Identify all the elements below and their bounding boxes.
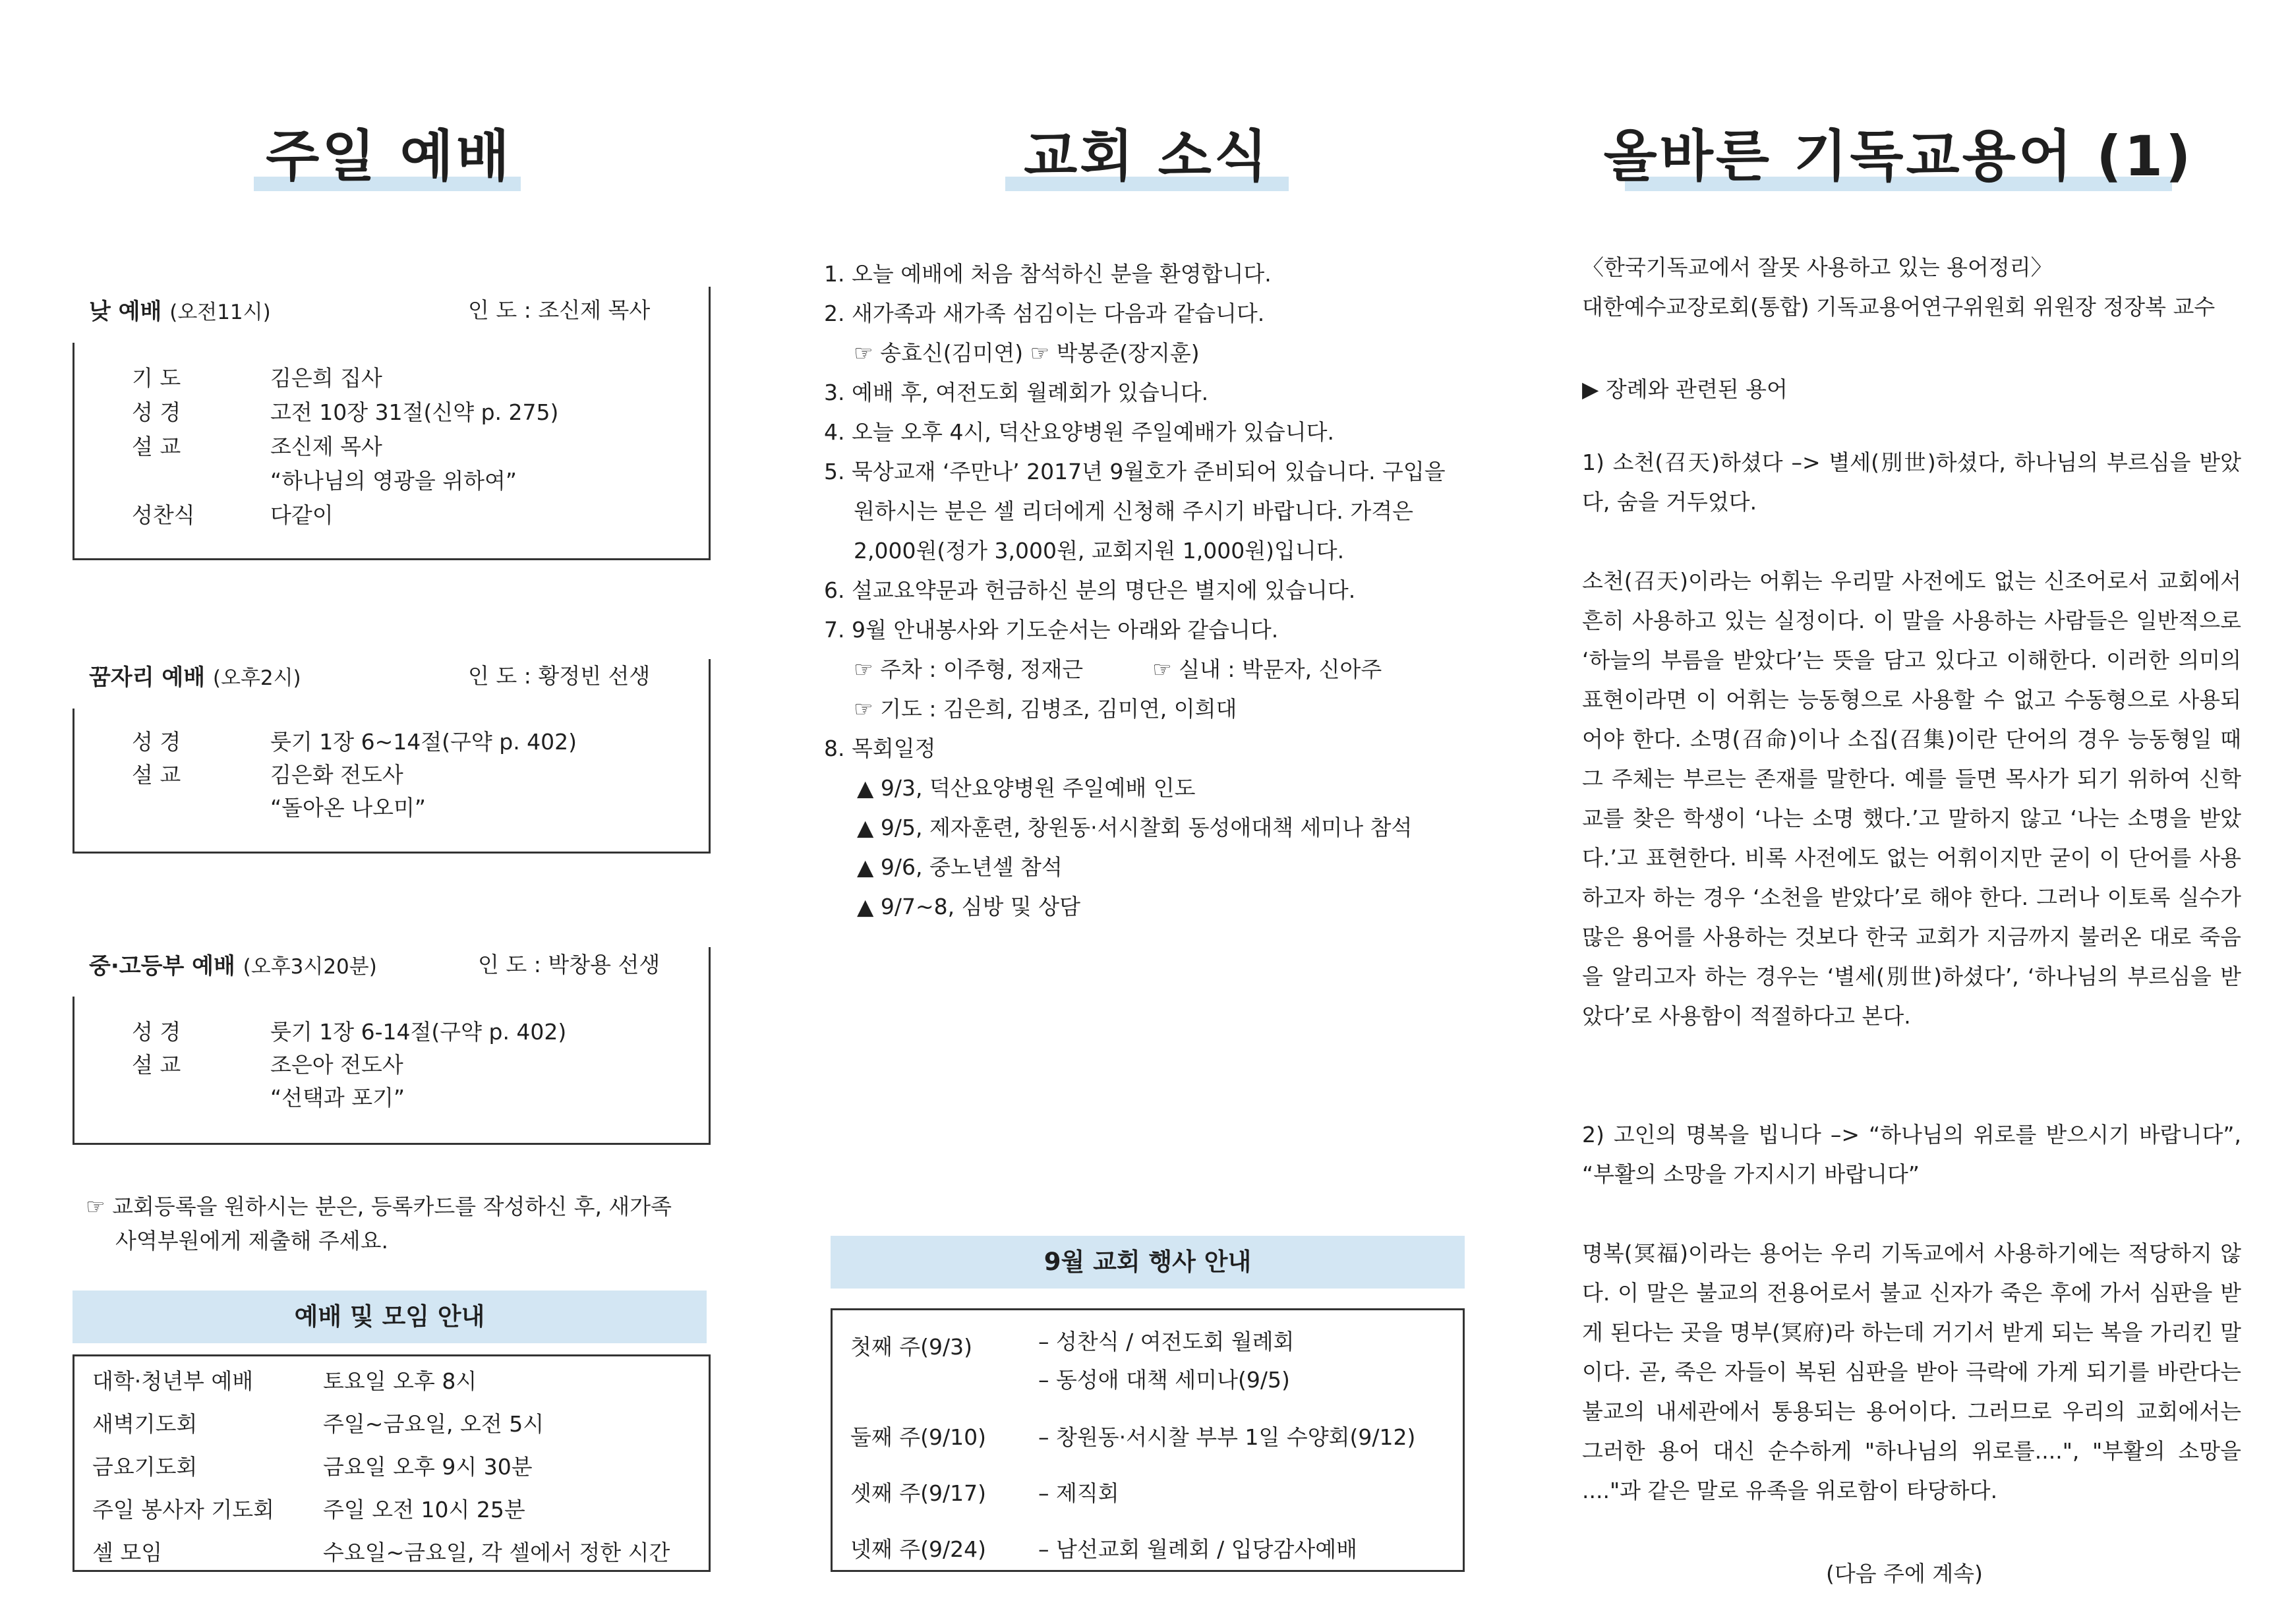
service-leader-morning: 인 도 : 조신제 목사 <box>468 297 651 323</box>
terms-heading: 올바른 기독교용어 (1) <box>1603 124 2194 188</box>
service-row-value: 조은아 전도사 <box>270 1052 403 1078</box>
event-week: 셋째 주(9/17) <box>850 1480 986 1506</box>
service-row-label: 설 교 <box>132 762 181 788</box>
event-week: 첫째 주(9/3) <box>850 1334 972 1360</box>
service-row-value: 김은화 전도사 <box>270 762 403 788</box>
news-item: 2,000원(정가 3,000원, 교회지원 1,000원)입니다. <box>854 538 1345 564</box>
news-item: 1. 오늘 예배에 처음 참석하신 분을 환영합니다. <box>824 261 1272 287</box>
news-item: 7. 9월 안내봉사와 기도순서는 아래와 같습니다. <box>824 617 1279 643</box>
schedule-item: ▲ 9/5, 제자훈련, 창원동·서시찰회 동성애대책 세미나 참석 <box>857 815 1413 840</box>
event-item: – 제직회 <box>1038 1480 1119 1506</box>
meeting-name: 새벽기도회 <box>92 1411 198 1437</box>
event-item: – 창원동·서시찰 부부 1일 수양회(9/12) <box>1038 1424 1416 1450</box>
source-line: 대한예수교장로회(통합) 기독교용어연구위원회 위원장 정장복 교수 <box>1582 294 2216 320</box>
terms-column <box>1516 0 2290 1624</box>
service-title-morning: 낮 예배 (오전11시) <box>89 299 271 325</box>
meeting-name: 금요기도회 <box>92 1454 198 1480</box>
service-row-label: 성 경 <box>132 729 181 755</box>
meeting-time: 수요일~금요일, 각 셀에서 정한 시간 <box>323 1540 670 1565</box>
section-title: ▶ 장례와 관련된 용어 <box>1582 376 1788 402</box>
news-column <box>758 0 1516 1624</box>
service-title-youth: 중·고등부 예배 (오후3시20분) <box>89 953 377 979</box>
worship-column <box>0 0 758 1624</box>
term-item-title: 2) 고인의 명복을 빕니다 –> “하나님의 위로를 받으시기 바랍니다”, “부활의 소망을 가지시기 바랍니다” <box>1582 1122 2241 1187</box>
service-row-label: 설 교 <box>132 434 181 459</box>
events-title: 9월 교회 행사 안내 <box>831 1236 1465 1289</box>
schedule-item: ▲ 9/7~8, 심방 및 상담 <box>857 894 1080 919</box>
event-item: – 동성애 대책 세미나(9/5) <box>1038 1367 1290 1393</box>
term-item-body: 명복(冥福)이라는 용어는 우리 기독교에서 사용하기에는 적당하지 않다. 이 말은 불교의 전용어로서 불교 신자가 죽은 후에 가서 심판을 받게 된다는 곳을 명부(冥府)라 하는데 거기서 받게 되는 복을 가리킨 말이다. 곧, 죽은 자들이 복된 심판을 받아 극락에 가게 되기를 바란다는 불교의 내세관에서 통용되는 용어이다. 그러므로 우리의 교회에서는 그러한 용어 대신 순수하게 "하나님의 위로를....", "부활의 소망을 ...."과 같은 말로 유족을 위로함이 타당하다. <box>1582 1240 2241 1503</box>
event-week: 둘째 주(9/10) <box>850 1424 986 1450</box>
meeting-time: 토요일 오후 8시 <box>323 1368 477 1394</box>
news-item: ☞ 주차 : 이주형, 정재근 ☞ 실내 : 박문자, 신아주 <box>854 656 1382 682</box>
service-leader-youth: 인 도 : 박창용 선생 <box>478 952 661 977</box>
sermon-title: “돌아온 나오미” <box>270 795 426 821</box>
news-item: ☞ 기도 : 김은희, 김병조, 김미연, 이희대 <box>854 696 1237 722</box>
service-row-value: 고전 10장 31절(신약 p. 275) <box>270 399 559 425</box>
news-heading: 교회 소식 <box>1024 124 1270 188</box>
service-row-value: 다같이 <box>270 502 334 528</box>
news-item: 2. 새가족과 새가족 섬김이는 다음과 같습니다. <box>824 301 1265 326</box>
source-line: 〈한국기독교에서 잘못 사용하고 있는 용어정리〉 <box>1582 254 2053 280</box>
service-title-children: 꿈자리 예배 (오후2시) <box>89 664 301 691</box>
news-item: 원하시는 분은 셀 리더에게 신청해 주시기 바랍니다. 가격은 <box>854 498 1413 524</box>
service-row-label: 성 경 <box>132 399 181 425</box>
worship-heading: 주일 예배 <box>266 124 512 188</box>
registration-note: ☞ 교회등록을 원하시는 분은, 등록카드를 작성하신 후, 새가족 <box>86 1194 672 1219</box>
term-item-title: 1) 소천(召天)하셨다 –> 별세(別世)하셨다, 하나님의 부르심을 받았다, 숨을 거두었다. <box>1582 450 2241 515</box>
meetings-title: 예배 및 모임 안내 <box>73 1290 707 1343</box>
continued-note: (다음 주에 계속) <box>1826 1561 1983 1586</box>
event-week: 넷째 주(9/24) <box>850 1536 986 1562</box>
news-item: 4. 오늘 오후 4시, 덕산요양병원 주일예배가 있습니다. <box>824 419 1334 445</box>
meeting-time: 주일 오전 10시 25분 <box>323 1497 525 1522</box>
schedule-item: ▲ 9/3, 덕산요양병원 주일예배 인도 <box>857 775 1196 801</box>
service-row-value: 룻기 1장 6~14절(구약 p. 402) <box>270 729 577 755</box>
service-leader-children: 인 도 : 황정빈 선생 <box>468 663 651 689</box>
sermon-title: “선택과 포기” <box>270 1085 405 1111</box>
sermon-title: “하나님의 영광을 위하여” <box>270 468 517 494</box>
meeting-name: 주일 봉사자 기도회 <box>92 1497 275 1522</box>
event-item: – 성찬식 / 여전도회 월례회 <box>1038 1329 1295 1354</box>
news-item: 6. 설교요약문과 헌금하신 분의 명단은 별지에 있습니다. <box>824 577 1356 603</box>
service-row-value: 김은희 집사 <box>270 365 382 391</box>
news-item: ☞ 송효신(김미연) ☞ 박봉준(장지훈) <box>854 340 1200 366</box>
news-item: 3. 예배 후, 여전도회 월례회가 있습니다. <box>824 380 1209 405</box>
event-item: – 남선교회 월례회 / 입당감사예배 <box>1038 1536 1357 1562</box>
service-row-label: 설 교 <box>132 1052 181 1078</box>
service-row-label: 성 경 <box>132 1019 181 1045</box>
service-row-label: 성찬식 <box>132 502 195 528</box>
meeting-name: 셀 모임 <box>92 1540 163 1565</box>
meeting-time: 금요일 오후 9시 30분 <box>323 1454 533 1480</box>
schedule-item: ▲ 9/6, 중노년셀 참석 <box>857 854 1063 880</box>
term-item-body: 소천(召天)이라는 어휘는 우리말 사전에도 없는 신조어로서 교회에서 흔히 사용하고 있는 실정이다. 이 말을 사용하는 사람들은 일반적으로 ‘하늘의 부름을 받았다’는 뜻을 담고 있다고 이해한다. 이러한 의미의 표현이라면 이 어휘는 능동형으로 사용할 수 없고 수동형으로 사용되어야 한다. 소명(召命)이나 소집(召集)이란 단어의 경우 능동형일 때 그 주체는 부르는 존재를 말한다. 예를 들면 목사가 되기 위하여 신학교를 찾은 학생이 ‘나는 소명 했다.’고 말하지 않고 ‘나는 소명을 받았다.’고 표현한다. 비록 사전에도 없는 어휘이지만 굳이 이 단어를 사용하고자 하는 경우 ‘소천을 받았다’로 해야 한다. 그러나 이토록 실수가 많은 용어를 사용하는 것보다 한국 교회가 지금까지 불러온 대로 죽음을 알리고자 하는 경우는 ‘별세(別世)하셨다’, ‘하나님의 부르심을 받았다’로 사용함이 적절하다고 본다. <box>1582 568 2241 1029</box>
meeting-name: 대학·청년부 예배 <box>92 1368 254 1394</box>
news-item: 5. 묵상교재 ‘주만나’ 2017년 9월호가 준비되어 있습니다. 구입을 <box>824 459 1446 484</box>
registration-note: 사역부원에게 제출해 주세요. <box>115 1228 389 1254</box>
service-row-value: 조신제 목사 <box>270 434 382 459</box>
service-row-label: 기 도 <box>132 365 181 391</box>
service-row-value: 룻기 1장 6-14절(구약 p. 402) <box>270 1019 567 1045</box>
news-item: 8. 목회일정 <box>824 736 936 761</box>
meeting-time: 주일~금요일, 오전 5시 <box>323 1411 544 1437</box>
